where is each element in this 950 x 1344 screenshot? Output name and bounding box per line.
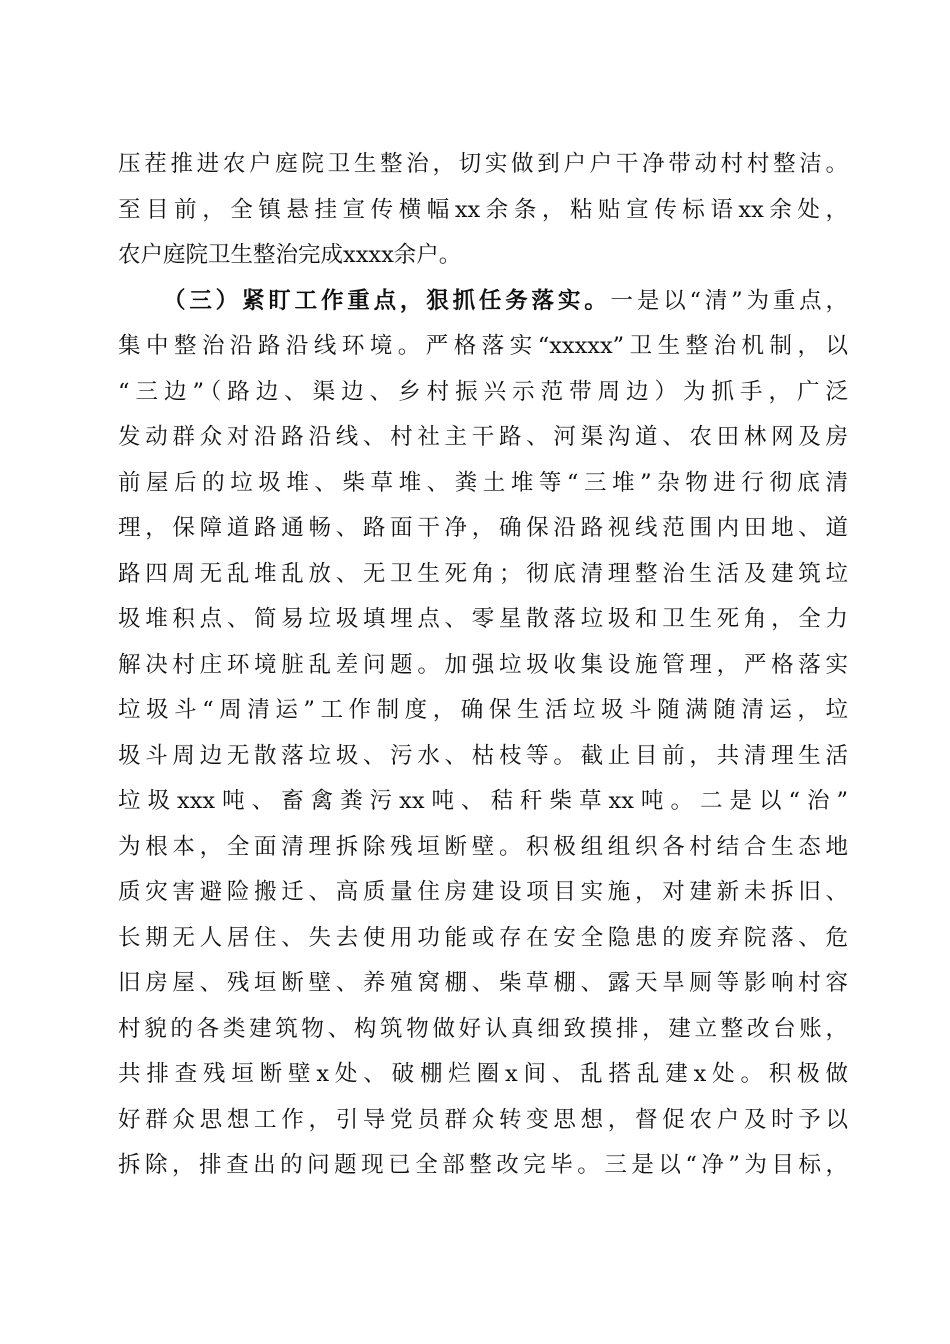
text-line: 农户庭院卫生整治完成xxxx余户。 [118, 242, 462, 268]
text-line: 长期无人居住、失去使用功能或存在安全隐患的废弃院落、危 [118, 924, 848, 951]
text-line: 前屋后的垃圾堆、柴草堆、粪土堆等“三堆”杂物进行彻底清 [118, 469, 848, 496]
section-first-line-text: 一是以“清”为重点， [610, 287, 848, 314]
body-text [118, 142, 848, 1189]
text-line: 为根本，全面清理拆除残垣断壁。积极组组织各村结合生态地 [118, 833, 848, 860]
text-line: 共排查残垣断壁x处、破棚烂圈x间、乱搭乱建x处。积极做 [118, 1061, 848, 1087]
text-line: 发动群众对沿路沿线、村社主干路、河渠沟道、农田林网及房 [118, 424, 848, 450]
text-line: “三边”（路边、渠边、乡村振兴示范带周边）为抓手，广泛 [118, 378, 848, 405]
section-heading-line [118, 279, 848, 325]
text-line: 压茬推进农户庭院卫生整治，切实做到户户干净带动村村整洁。 [118, 151, 848, 177]
text-line: 解决村庄环境脏乱差问题。加强垃圾收集设施管理，严格落实 [118, 651, 848, 678]
text-line: 集中整治沿路沿线环境。严格落实“xxxxx”卫生整治机制，以 [118, 333, 848, 359]
text-line: 路四周无乱堆乱放、无卫生死角；彻底清理整治生活及建筑垃 [118, 560, 848, 587]
text-line: 质灾害避险搬迁、高质量住房建设项目实施，对建新未拆旧、 [118, 879, 848, 905]
text-line: 村貌的各类建筑物、构筑物做好认真细致摸排，建立整改台账， [118, 1015, 848, 1042]
text-line: 圾堆积点、简易垃圾填埋点、零星散落垃圾和卫生死角，全力 [118, 606, 848, 632]
text-line: 旧房屋、残垣断壁、养殖窝棚、柴草棚、露天旱厕等影响村容 [118, 970, 848, 996]
text-line: 理，保障道路通畅、路面干净，确保沿路视线范围内田地、道 [118, 515, 848, 541]
section-heading: （三）紧盯工作重点，狠抓任务落实。 [163, 287, 611, 314]
text-line: 垃圾斗“周清运”工作制度，确保生活垃圾斗随满随清运，垃 [118, 697, 848, 723]
text-line: 拆除，排查出的问题现已全部整改完毕。三是以“净”为目标， [118, 1152, 848, 1178]
text-line: 圾斗周边无散落垃圾、污水、枯枝等。截止目前，共清理生活 [118, 742, 848, 769]
text-line: 好群众思想工作，引导党员群众转变思想，督促农户及时予以 [118, 1106, 848, 1133]
text-line: 至目前，全镇悬挂宣传横幅xx余条，粘贴宣传标语xx余处， [118, 196, 848, 223]
text-line: 垃圾xxx吨、畜禽粪污xx吨、秸秆柴草xx吨。二是以“治” [118, 788, 848, 814]
